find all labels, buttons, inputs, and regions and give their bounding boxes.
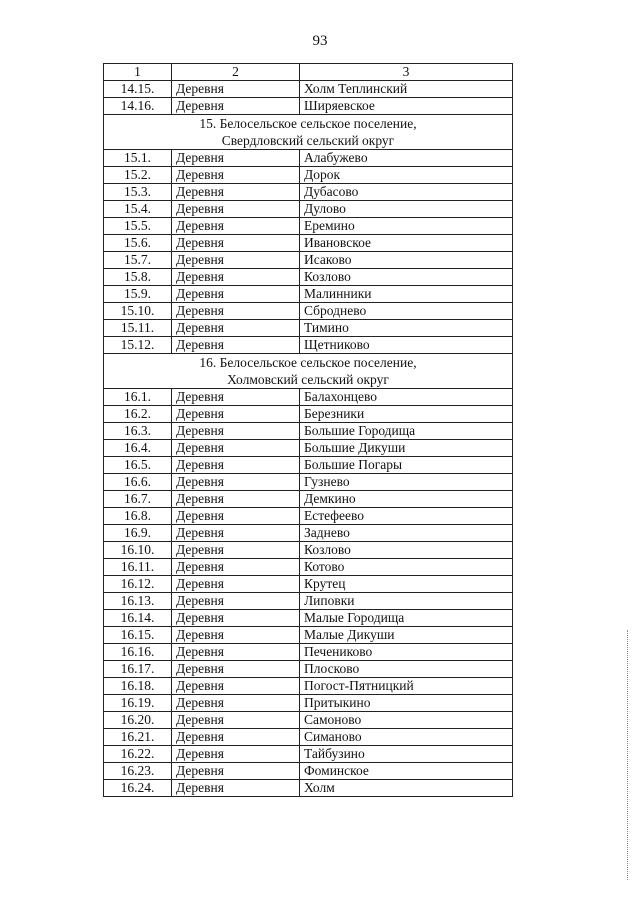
row-number-cell: 16.1. bbox=[104, 389, 172, 406]
row-name-cell: Дорок bbox=[300, 167, 513, 184]
row-type-cell: Деревня bbox=[172, 661, 300, 678]
table-row bbox=[104, 423, 513, 440]
table-row bbox=[104, 712, 513, 729]
row-number-cell: 16.7. bbox=[104, 491, 172, 508]
row-name-cell: Малинники bbox=[300, 286, 513, 303]
table-row bbox=[104, 406, 513, 423]
row-type-cell: Деревня bbox=[172, 269, 300, 286]
row-name-cell: Малые Городища bbox=[300, 610, 513, 627]
row-type-cell: Деревня bbox=[172, 576, 300, 593]
table-row bbox=[104, 303, 513, 320]
table-row bbox=[104, 491, 513, 508]
row-number-cell: 16.4. bbox=[104, 440, 172, 457]
row-name-cell: Липовки bbox=[300, 593, 513, 610]
row-number-cell: 16.17. bbox=[104, 661, 172, 678]
row-name-cell: Тимино bbox=[300, 320, 513, 337]
table-row bbox=[104, 525, 513, 542]
row-name-cell: Козлово bbox=[300, 542, 513, 559]
table-row bbox=[104, 763, 513, 780]
row-number-cell: 15.8. bbox=[104, 269, 172, 286]
table-row bbox=[104, 644, 513, 661]
row-name-cell: Малые Дикуши bbox=[300, 627, 513, 644]
row-number-cell: 16.11. bbox=[104, 559, 172, 576]
row-type-cell: Деревня bbox=[172, 593, 300, 610]
section-title bbox=[104, 354, 513, 389]
row-name-cell: Еремино bbox=[300, 218, 513, 235]
table-row bbox=[104, 184, 513, 201]
section-title-line: 15. Белосельское сельское поселение, bbox=[199, 116, 417, 131]
table-row bbox=[104, 98, 513, 115]
row-type-cell: Деревня bbox=[172, 746, 300, 763]
row-type-cell: Деревня bbox=[172, 457, 300, 474]
row-type-cell: Деревня bbox=[172, 218, 300, 235]
column-header-type: 2 bbox=[172, 64, 300, 81]
row-name-cell: Холм Теплинский bbox=[300, 81, 513, 98]
row-number-cell: 15.1. bbox=[104, 150, 172, 167]
row-name-cell: Большие Городища bbox=[300, 423, 513, 440]
page-number: 93 bbox=[312, 33, 328, 49]
row-name-cell: Плосково bbox=[300, 661, 513, 678]
row-type-cell: Деревня bbox=[172, 780, 300, 797]
row-name-cell: Заднево bbox=[300, 525, 513, 542]
row-number-cell: 15.7. bbox=[104, 252, 172, 269]
row-type-cell: Деревня bbox=[172, 167, 300, 184]
row-number-cell: 16.3. bbox=[104, 423, 172, 440]
row-number-cell: 16.2. bbox=[104, 406, 172, 423]
row-name-cell: Погост-Пятницкий bbox=[300, 678, 513, 695]
row-type-cell: Деревня bbox=[172, 98, 300, 115]
row-type-cell: Деревня bbox=[172, 763, 300, 780]
table-row bbox=[104, 627, 513, 644]
row-number-cell: 15.11. bbox=[104, 320, 172, 337]
row-name-cell: Березники bbox=[300, 406, 513, 423]
row-number-cell: 16.13. bbox=[104, 593, 172, 610]
row-name-cell: Гузнево bbox=[300, 474, 513, 491]
row-name-cell: Самоново bbox=[300, 712, 513, 729]
section-title-line: 16. Белосельское сельское поселение, bbox=[199, 355, 417, 370]
row-type-cell: Деревня bbox=[172, 337, 300, 354]
row-number-cell: 16.15. bbox=[104, 627, 172, 644]
row-number-cell: 15.3. bbox=[104, 184, 172, 201]
row-name-cell: Щетниково bbox=[300, 337, 513, 354]
row-number-cell: 16.24. bbox=[104, 780, 172, 797]
table-row bbox=[104, 440, 513, 457]
row-name-cell: Большие Погары bbox=[300, 457, 513, 474]
table-row bbox=[104, 286, 513, 303]
row-name-cell: Фоминское bbox=[300, 763, 513, 780]
row-type-cell: Деревня bbox=[172, 474, 300, 491]
table-row bbox=[104, 150, 513, 167]
row-type-cell: Деревня bbox=[172, 491, 300, 508]
row-name-cell: Тайбузино bbox=[300, 746, 513, 763]
row-type-cell: Деревня bbox=[172, 729, 300, 746]
table-row bbox=[104, 576, 513, 593]
row-number-cell: 16.16. bbox=[104, 644, 172, 661]
table-row bbox=[104, 695, 513, 712]
row-number-cell: 15.5. bbox=[104, 218, 172, 235]
table-row bbox=[104, 457, 513, 474]
row-number-cell: 15.4. bbox=[104, 201, 172, 218]
row-number-cell: 16.20. bbox=[104, 712, 172, 729]
row-number-cell: 16.23. bbox=[104, 763, 172, 780]
row-name-cell: Дулово bbox=[300, 201, 513, 218]
row-type-cell: Деревня bbox=[172, 559, 300, 576]
row-type-cell: Деревня bbox=[172, 252, 300, 269]
row-type-cell: Деревня bbox=[172, 423, 300, 440]
row-name-cell: Демкино bbox=[300, 491, 513, 508]
row-name-cell: Печениково bbox=[300, 644, 513, 661]
row-number-cell: 15.10. bbox=[104, 303, 172, 320]
row-type-cell: Деревня bbox=[172, 320, 300, 337]
row-type-cell: Деревня bbox=[172, 610, 300, 627]
table-row bbox=[104, 252, 513, 269]
row-name-cell: Ивановское bbox=[300, 235, 513, 252]
table-row bbox=[104, 661, 513, 678]
section-subtitle-line: Свердловский сельский округ bbox=[221, 133, 395, 148]
row-name-cell: Козлово bbox=[300, 269, 513, 286]
row-type-cell: Деревня bbox=[172, 542, 300, 559]
table-row bbox=[104, 320, 513, 337]
row-name-cell: Балахонцево bbox=[300, 389, 513, 406]
row-type-cell: Деревня bbox=[172, 201, 300, 218]
column-header-number: 1 bbox=[104, 64, 172, 81]
section-title bbox=[104, 115, 513, 150]
table-row bbox=[104, 269, 513, 286]
row-type-cell: Деревня bbox=[172, 525, 300, 542]
table-row bbox=[104, 508, 513, 525]
row-name-cell: Естефеево bbox=[300, 508, 513, 525]
table-row bbox=[104, 610, 513, 627]
row-type-cell: Деревня bbox=[172, 235, 300, 252]
row-number-cell: 15.9. bbox=[104, 286, 172, 303]
table-row bbox=[104, 81, 513, 98]
row-name-cell: Холм bbox=[300, 780, 513, 797]
row-type-cell: Деревня bbox=[172, 627, 300, 644]
table-row bbox=[104, 474, 513, 491]
row-number-cell: 16.10. bbox=[104, 542, 172, 559]
row-number-cell: 14.15. bbox=[104, 81, 172, 98]
row-type-cell: Деревня bbox=[172, 712, 300, 729]
row-name-cell: Сброднево bbox=[300, 303, 513, 320]
table-row bbox=[104, 729, 513, 746]
settlements-table bbox=[103, 63, 513, 797]
row-name-cell: Большие Дикуши bbox=[300, 440, 513, 457]
table-row bbox=[104, 167, 513, 184]
row-type-cell: Деревня bbox=[172, 81, 300, 98]
row-name-cell: Алабужево bbox=[300, 150, 513, 167]
table-row bbox=[104, 780, 513, 797]
table-row bbox=[104, 678, 513, 695]
row-type-cell: Деревня bbox=[172, 286, 300, 303]
row-type-cell: Деревня bbox=[172, 644, 300, 661]
table-header-row bbox=[104, 64, 513, 81]
row-name-cell: Дубасово bbox=[300, 184, 513, 201]
row-number-cell: 16.12. bbox=[104, 576, 172, 593]
row-number-cell: 16.18. bbox=[104, 678, 172, 695]
row-number-cell: 16.22. bbox=[104, 746, 172, 763]
row-type-cell: Деревня bbox=[172, 695, 300, 712]
scan-edge-mark bbox=[627, 630, 630, 880]
row-name-cell: Крутец bbox=[300, 576, 513, 593]
row-type-cell: Деревня bbox=[172, 440, 300, 457]
row-number-cell: 16.21. bbox=[104, 729, 172, 746]
row-number-cell: 16.19. bbox=[104, 695, 172, 712]
table-row bbox=[104, 746, 513, 763]
table-row bbox=[104, 559, 513, 576]
row-type-cell: Деревня bbox=[172, 508, 300, 525]
table-row bbox=[104, 235, 513, 252]
table-row bbox=[104, 389, 513, 406]
row-type-cell: Деревня bbox=[172, 303, 300, 320]
table-row bbox=[104, 337, 513, 354]
row-number-cell: 15.6. bbox=[104, 235, 172, 252]
table-row bbox=[104, 218, 513, 235]
row-type-cell: Деревня bbox=[172, 150, 300, 167]
row-name-cell: Ширяевское bbox=[300, 98, 513, 115]
row-number-cell: 14.16. bbox=[104, 98, 172, 115]
row-name-cell: Симаново bbox=[300, 729, 513, 746]
section-subtitle-line: Холмовский сельский округ bbox=[227, 372, 389, 387]
row-number-cell: 16.8. bbox=[104, 508, 172, 525]
row-number-cell: 15.12. bbox=[104, 337, 172, 354]
row-name-cell: Исаково bbox=[300, 252, 513, 269]
table-body bbox=[104, 64, 513, 797]
row-number-cell: 16.5. bbox=[104, 457, 172, 474]
section-header-row bbox=[104, 354, 513, 389]
row-type-cell: Деревня bbox=[172, 406, 300, 423]
row-number-cell: 16.9. bbox=[104, 525, 172, 542]
row-type-cell: Деревня bbox=[172, 389, 300, 406]
section-header-row bbox=[104, 115, 513, 150]
row-name-cell: Притыкино bbox=[300, 695, 513, 712]
row-number-cell: 15.2. bbox=[104, 167, 172, 184]
row-number-cell: 16.14. bbox=[104, 610, 172, 627]
table-row bbox=[104, 201, 513, 218]
row-type-cell: Деревня bbox=[172, 678, 300, 695]
row-type-cell: Деревня bbox=[172, 184, 300, 201]
row-number-cell: 16.6. bbox=[104, 474, 172, 491]
column-header-name: 3 bbox=[300, 64, 513, 81]
row-name-cell: Котово bbox=[300, 559, 513, 576]
table-row bbox=[104, 593, 513, 610]
table-row bbox=[104, 542, 513, 559]
